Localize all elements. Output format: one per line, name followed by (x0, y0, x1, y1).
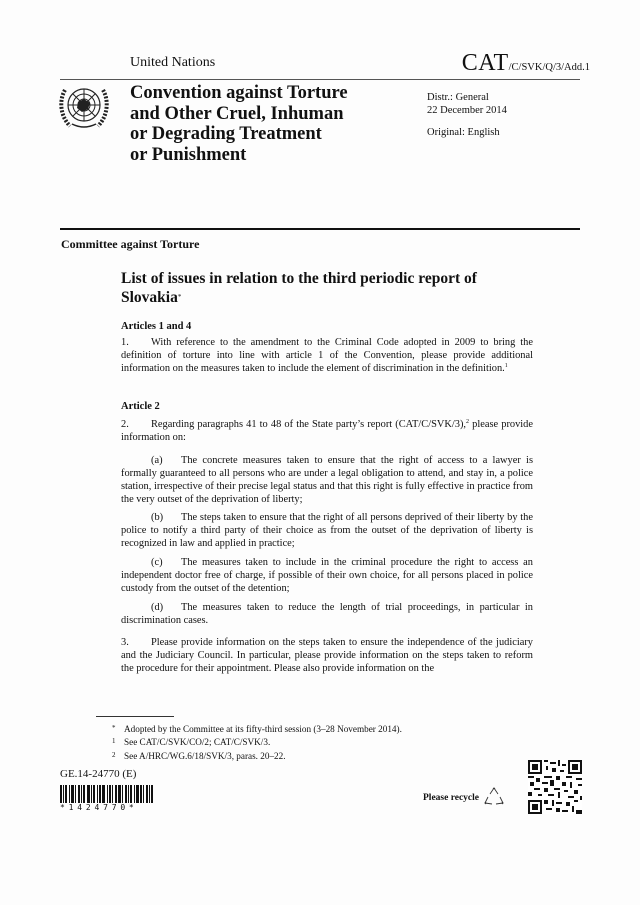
recycle-icon (482, 786, 506, 808)
footnote-separator (96, 716, 174, 717)
footnote-ref[interactable]: 2 (466, 419, 470, 425)
subparagraph-b (121, 512, 533, 551)
footnote-mark: 1 (112, 737, 116, 746)
paragraph-3 (121, 637, 533, 676)
subparagraph-text: The measures taken to reduce the length of trial proceedings, in particular in discrimination cases. (121, 602, 533, 626)
subparagraph-c (121, 557, 533, 596)
footnote (112, 735, 402, 748)
paragraph-text: Please provide information on the steps taken to ensure the independence of the judiciary and the Judiciary Council. In particular, please provide information on the steps taken to reform the procedure for their appointment. Please also provide information on the (121, 637, 533, 674)
subparagraph-a (121, 455, 533, 507)
qr-code-icon (528, 760, 582, 814)
document-title-line: List of issues in relation to the third periodic report of (121, 270, 477, 287)
barcode-icon (60, 785, 155, 803)
subparagraph-text: The steps taken to ensure that the right of all persons deprived of their liberty by the police to notify a third party of their choice as from the outset of the deprivation of liberty is recognized in law and applied in practice; (121, 512, 533, 549)
footnote (112, 749, 402, 762)
issue-date: 22 December 2014 (427, 105, 507, 116)
barcode-number: *1424770* (60, 803, 138, 812)
un-emblem-icon (58, 80, 110, 132)
subparagraph-label: (b) (151, 512, 164, 523)
symbol-main: CAT (461, 50, 509, 76)
subparagraph-text: The measures taken to include in the criminal procedure the right to access an independent doctor free of charge, if possible of their own choice, for all persons placed in police custody from the outset of the detention; (121, 557, 533, 594)
header-rule (60, 79, 580, 80)
document-symbol (462, 50, 590, 77)
convention-title-line: or Degrading Treatment (130, 124, 322, 144)
subparagraph-text: The concrete measures taken to ensure that the right of access to a lawyer is formally guaranteed to all persons who are under a legal obligation to attend, and stay in, a police station, irrespective of their precise legal status and that this right is fully effective in practice from the very outset of the deprivation of liberty; (121, 455, 533, 505)
paragraph-text: Regarding paragraphs 41 to 48 of the State party’s report (CAT/C/SVK/3), (151, 419, 467, 430)
paragraph-number: 2. (121, 419, 129, 430)
convention-title (130, 83, 348, 165)
footnote-mark: * (112, 724, 116, 732)
subparagraph-d (121, 602, 533, 628)
footnote-ref[interactable]: * (177, 293, 182, 301)
footnote-text: See CAT/C/SVK/CO/2; CAT/C/SVK/3. (124, 737, 271, 748)
convention-title-line: Convention against Torture (130, 83, 348, 103)
subparagraph-label: (d) (151, 602, 164, 613)
original-language: Original: English (427, 127, 500, 138)
distribution: Distr.: General (427, 92, 489, 103)
recycle-label: Please recycle (423, 793, 479, 803)
document-title (121, 270, 533, 307)
document-title-line: Slovakia (121, 289, 178, 306)
paragraph-number: 3. (121, 637, 129, 648)
title-rule (60, 228, 580, 230)
subparagraph-label: (a) (151, 455, 163, 466)
subparagraph-label: (c) (151, 557, 163, 568)
job-number: GE.14-24770 (E) (60, 768, 137, 780)
paragraph-1 (121, 337, 533, 376)
distribution-info (427, 91, 507, 139)
footnotes (112, 722, 402, 762)
footnote-mark: 2 (112, 750, 116, 759)
footnote-ref[interactable]: 1 (504, 362, 508, 369)
paragraph-text: With reference to the amendment to the Criminal Code adopted in 2009 to bring the definition of torture into line with article 1 of the Convention, please provide additional information on the measures taken to include the element of discrimination in the definition. (121, 337, 533, 374)
paragraph-text: please provide information on: (121, 419, 533, 443)
paragraph-number: 1. (121, 337, 129, 348)
symbol-suffix: /C/SVK/Q/3/Add.1 (508, 62, 590, 73)
convention-title-line: or Punishment (130, 144, 247, 165)
footnote-text: See A/HRC/WG.6/18/SVK/3, paras. 20–22. (124, 750, 286, 761)
committee-name: Committee against Torture (61, 237, 200, 251)
footnote-text: Adopted by the Committee at its fifty-third session (3–28 November 2014). (124, 724, 402, 734)
paragraph-2 (121, 419, 533, 445)
section-heading: Articles 1 and 4 (121, 321, 192, 332)
section-heading: Article 2 (121, 401, 160, 412)
footnote (112, 722, 402, 735)
organization-name: United Nations (130, 55, 216, 70)
convention-title-line: and Other Cruel, Inhuman (130, 103, 344, 124)
